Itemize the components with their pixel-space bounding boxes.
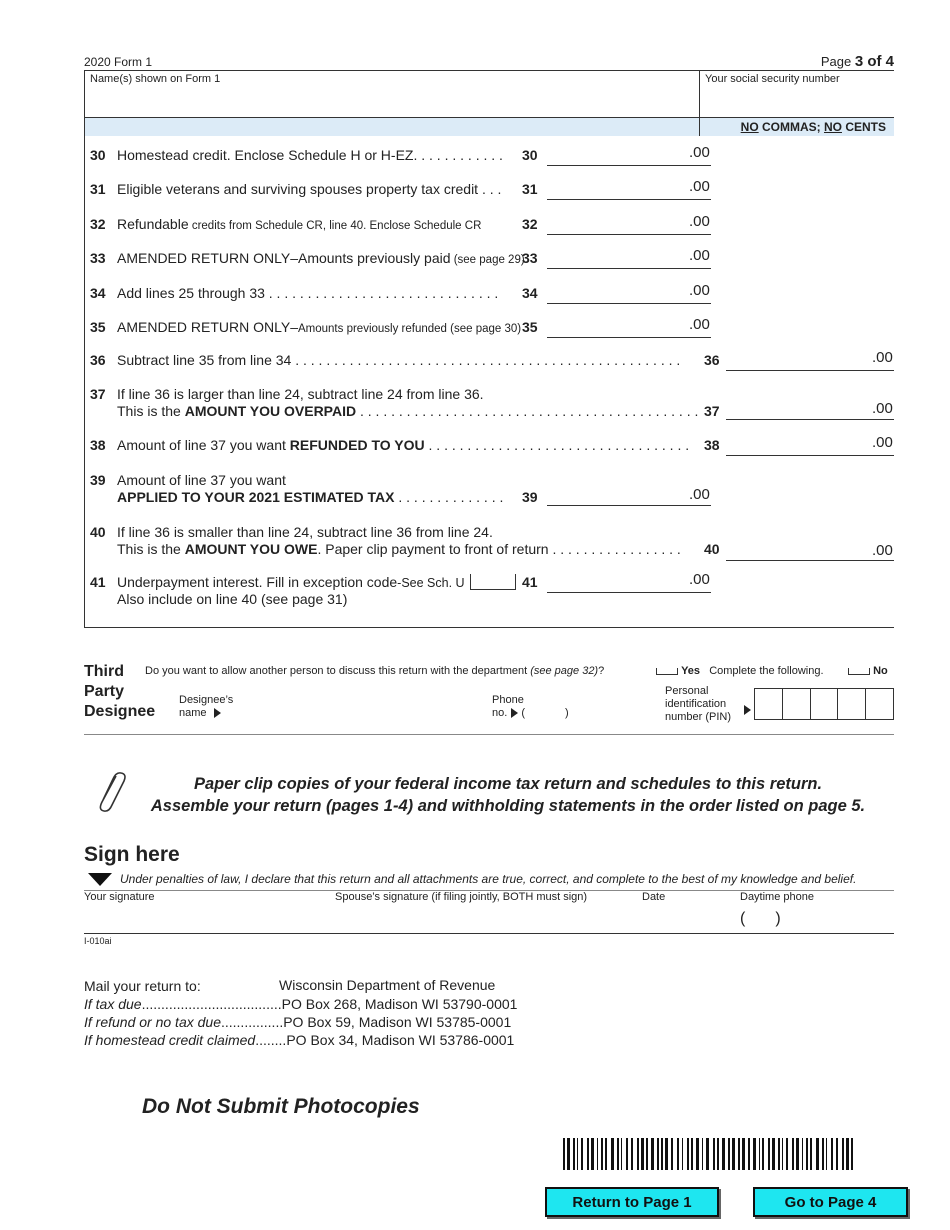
line-41-input[interactable] bbox=[547, 574, 711, 593]
date-input[interactable] bbox=[642, 905, 732, 931]
arrow-icon bbox=[744, 705, 751, 715]
penalty-statement: Under penalties of law, I declare that this return and all attachments are true, correct, and complete to the best of my knowledge and belief. bbox=[84, 872, 894, 886]
designee-name-label: Designee’s name bbox=[179, 694, 234, 719]
your-signature-input[interactable] bbox=[84, 905, 324, 931]
line-40-input[interactable] bbox=[726, 542, 894, 561]
arrow-icon bbox=[214, 708, 221, 718]
spouse-signature-label: Spouse’s signature (if filing jointly, BOTH must sign) bbox=[335, 891, 588, 903]
form-label: 2020 Form 1 bbox=[84, 55, 153, 69]
third-party-question: Do you want to allow another person to discuss this return with the department (see page 32)? bbox=[145, 665, 605, 677]
line-desc: Homestead credit. Enclose Schedule H or H-EZ. . . . . . . . . . . . bbox=[117, 147, 503, 163]
line-37-input[interactable] bbox=[726, 401, 894, 420]
arrow-icon bbox=[511, 708, 518, 718]
pin-label: Personal identification number (PIN) bbox=[665, 685, 732, 723]
third-party-yes: Yes Complete the following. bbox=[656, 665, 824, 677]
line-35-input[interactable] bbox=[547, 319, 711, 338]
page-number: 3 of 4 bbox=[854, 53, 894, 70]
your-signature-label: Your signature bbox=[84, 891, 155, 903]
line-34-input[interactable] bbox=[547, 285, 711, 304]
spouse-signature-input[interactable] bbox=[335, 905, 625, 931]
line-33-input[interactable] bbox=[547, 250, 711, 269]
daytime-phone-input[interactable]: ( ) bbox=[740, 910, 781, 927]
name-box bbox=[84, 70, 894, 118]
barcode bbox=[563, 1138, 859, 1170]
line-38-input[interactable] bbox=[726, 437, 894, 456]
designee-name-input[interactable] bbox=[250, 708, 480, 722]
exception-code-input[interactable] bbox=[470, 574, 516, 590]
third-party-title: Third Party Designee bbox=[84, 663, 156, 720]
form-code: I-010ai bbox=[84, 936, 112, 946]
go-to-page-4-button[interactable]: Go to Page 4 bbox=[753, 1187, 908, 1217]
return-to-page-1-button[interactable]: Return to Page 1 bbox=[545, 1187, 719, 1217]
no-commas-note: NO COMMAS; NO CENTS bbox=[740, 120, 886, 134]
names-label: Name(s) shown on Form 1 bbox=[90, 73, 221, 85]
triangle-down-icon bbox=[88, 873, 112, 886]
line-31-input[interactable] bbox=[547, 181, 711, 200]
no-commas-band bbox=[84, 118, 894, 136]
date-label: Date bbox=[642, 891, 666, 903]
line-32-input[interactable] bbox=[547, 216, 711, 235]
mail-instructions: Mail your return to: If tax due....................................PO Box 268, Madison WI 53790-0001 If refund or no tax due................PO Box 59, Madison WI 53785-0001 If homestead credit claimed........PO Box 34, Madison WI 53786-0001 bbox=[84, 978, 518, 1048]
page-indicator bbox=[821, 53, 894, 70]
no-checkbox[interactable] bbox=[848, 668, 870, 675]
ssn-label: Your social security number bbox=[705, 73, 840, 85]
line-30-input[interactable] bbox=[547, 147, 711, 166]
yes-checkbox[interactable] bbox=[656, 668, 678, 675]
designee-phone-label: Phone no. ( ) bbox=[492, 694, 569, 719]
paperclip-icon bbox=[94, 772, 128, 814]
line-36-input[interactable] bbox=[726, 352, 894, 371]
no-photocopies-notice: Do Not Submit Photocopies bbox=[142, 1095, 420, 1118]
clip-message: Paper clip copies of your federal income tax return and schedules to this return. Assemble your return (pages 1-4) and withholding statements in the order listed on page 5. bbox=[150, 775, 866, 815]
line-39-input[interactable] bbox=[547, 487, 711, 506]
pin-input[interactable] bbox=[754, 688, 894, 720]
third-party-no: No bbox=[848, 665, 888, 677]
daytime-phone-label: Daytime phone bbox=[740, 891, 814, 903]
page-prefix: Page bbox=[820, 54, 852, 69]
sign-title: Sign here bbox=[84, 843, 180, 866]
mail-department: Wisconsin Department of Revenue bbox=[279, 977, 496, 993]
